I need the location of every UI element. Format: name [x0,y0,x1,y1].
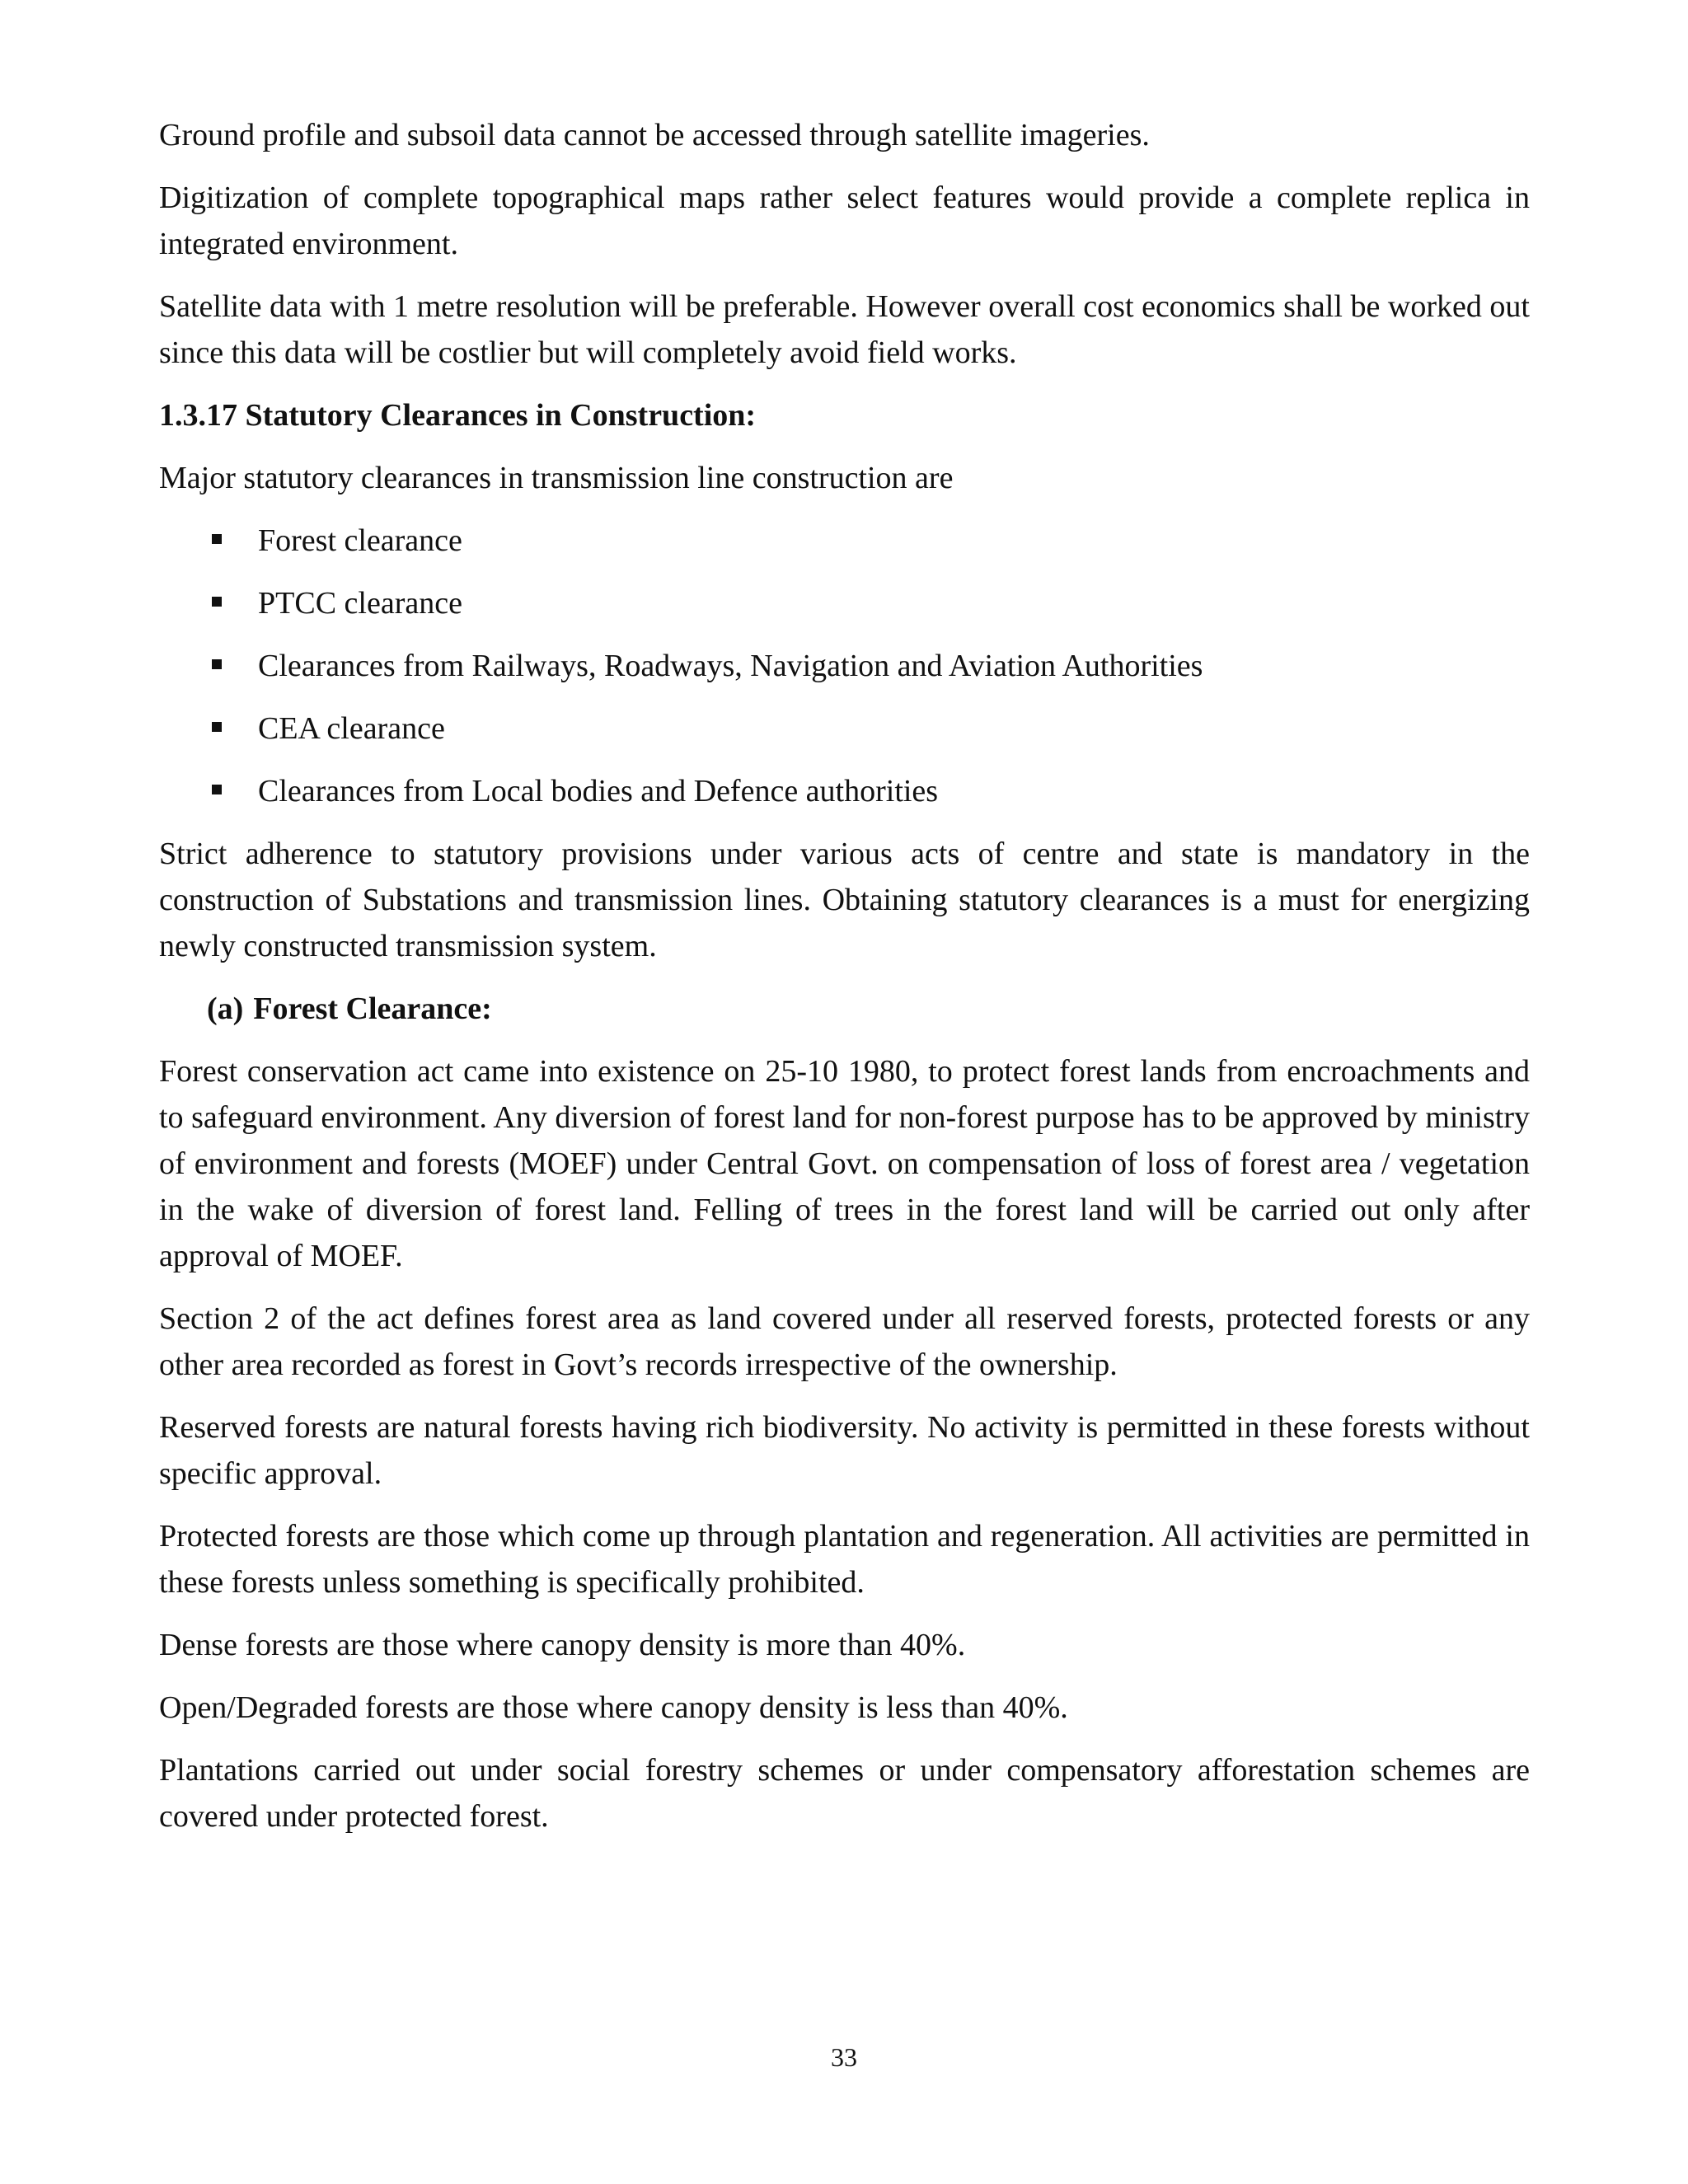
list-item-text: Clearances from Railways, Roadways, Navigation and Aviation Authorities [258,649,1203,683]
paragraph-digitization: Digitization of complete topographical maps rather select features would provide a complete replica in integrated environment. [159,180,1530,261]
paragraph-satellite-data: Satellite data with 1 metre resolution will be preferable. However overall cost economics shall be worked out since this data will be costlier but will completely avoid field works. [159,289,1530,370]
subsection-heading [159,986,1530,1032]
paragraph-forest-act: Forest conservation act came into existence on 25-10 1980, to protect forest lands from encroachments and to safeguard environment. Any diversion of forest land for non-forest purpose has to be approved by ministry of environment and forests (MOEF) under Central Govt. on compensation of loss of forest area / vegetation in the wake of diversion of forest land. Felling of trees in the forest land will be carried out only after approval of MOEF. [159,1054,1530,1273]
page-number: 33 [831,2042,857,2072]
square-bullet-icon [212,722,222,732]
subsection-label: (a) [207,991,244,1026]
list-item-text: Forest clearance [258,523,462,558]
list-item-text: PTCC clearance [258,586,462,621]
section-intro: Major statutory clearances in transmission line construction are [159,461,954,495]
paragraph-strict-adherence: Strict adherence to statutory provisions under various acts of centre and state is mandatory in the construction of Substations and transmission lines. Obtaining statutory clearances is a must for energizing newly constructed transmission system. [159,837,1530,963]
square-bullet-icon [212,659,222,669]
paragraph-protected-forests: Protected forests are those which come up through plantation and regeneration. All activities are permitted in these forests unless something is specifically prohibited. [159,1519,1530,1600]
list-item [159,518,1530,564]
list-item [159,580,1530,626]
list-item-text: Clearances from Local bodies and Defence authorities [258,774,939,808]
subsection-title: Forest Clearance: [253,991,492,1026]
list-item [159,643,1530,689]
square-bullet-icon [212,597,222,607]
paragraph-dense-forests: Dense forests are those where canopy density is more than 40%. [159,1628,966,1662]
clearance-list [159,518,1530,814]
paragraph-ground-profile: Ground profile and subsoil data cannot be accessed through satellite imageries. [159,118,1150,152]
list-item [159,768,1530,814]
document-page [159,112,1530,1856]
paragraph-plantations: Plantations carried out under social forestry schemes or under compensatory afforestation schemes are covered under protected forest. [159,1753,1530,1834]
paragraph-open-forests: Open/Degraded forests are those where canopy density is less than 40%. [159,1690,1068,1725]
paragraph-reserved-forests: Reserved forests are natural forests having rich biodiversity. No activity is permitted in these forests without specific approval. [159,1410,1530,1491]
square-bullet-icon [212,785,222,794]
list-item-text: CEA clearance [258,711,445,746]
section-heading: 1.3.17 Statutory Clearances in Construction: [159,398,757,433]
list-item [159,705,1530,752]
square-bullet-icon [212,534,222,544]
paragraph-section-2: Section 2 of the act defines forest area as land covered under all reserved forests, protected forests or any other area recorded as forest in Govt’s records irrespective of the ownership. [159,1301,1530,1382]
